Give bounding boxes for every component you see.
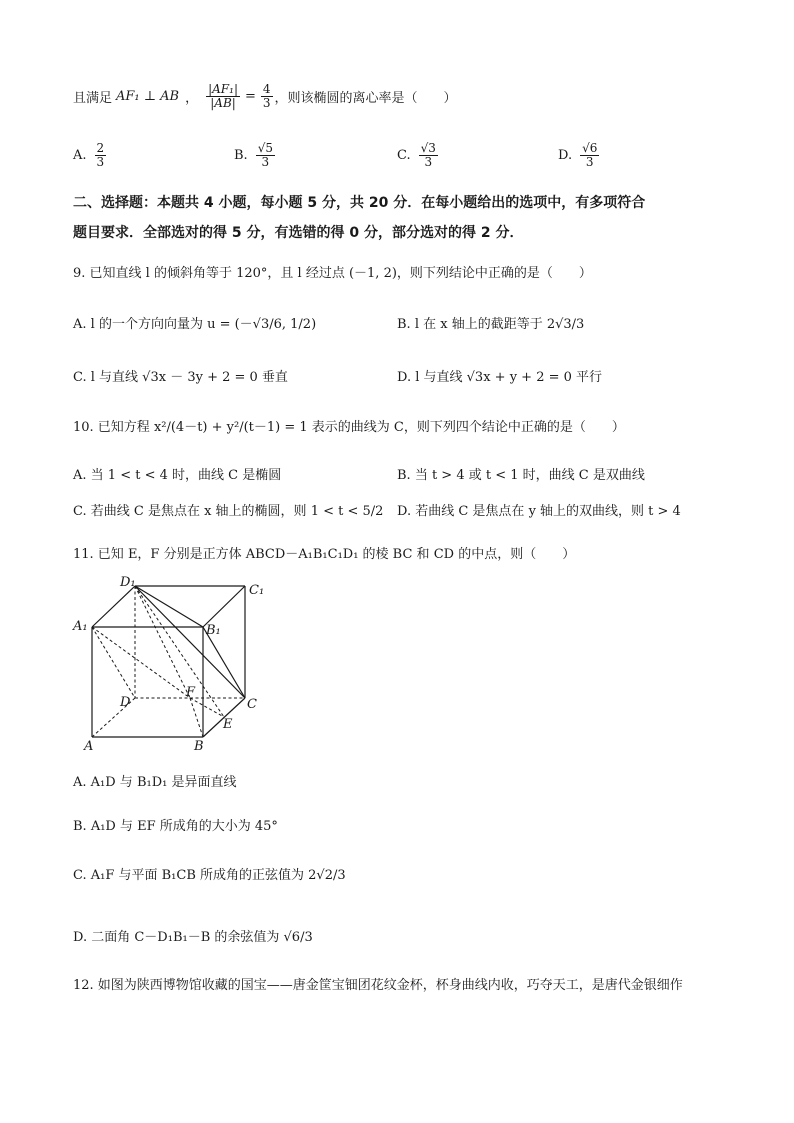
q8-stem — [73, 76, 457, 116]
q11-stem: 11. 已知 E，F 分别是正方体 ABCD－A₁B₁C₁D₁ 的棱 BC 和 CD 的中点，则（ ） — [73, 547, 576, 562]
seg-d1-e — [135, 586, 224, 717]
label-a1: A₁ — [73, 619, 88, 634]
q11-option-c[interactable]: C. A₁F 与平面 B₁CB 所成角的正弦值为 2√2/3 — [73, 868, 346, 883]
label-d1: D₁ — [120, 575, 136, 590]
q8-ratio: $\frac{\text{|AF₁|}}{|AB|}$ — [208, 81, 238, 110]
q8-sep: ， — [185, 90, 199, 106]
edge-a1-d1 — [92, 586, 135, 627]
label-f: F — [186, 685, 196, 700]
q11-option-d[interactable]: D. 二面角 C－D₁B₁－B 的余弦值为 √6/3 — [73, 930, 313, 945]
q9-option-c[interactable]: C. l 与直线 √3x － 3y + 2 = 0 垂直 — [73, 370, 288, 385]
q10-option-c[interactable]: C. 若曲线 C 是焦点在 x 轴上的椭圆，则 1 < t < 5/2 — [73, 504, 384, 519]
q8-option-a[interactable]: A. $\frac{2}{3}$ — [73, 140, 105, 169]
q8-option-d[interactable]: D. $\frac{√6}{3}$ — [558, 140, 598, 169]
label-e: E — [223, 717, 233, 732]
label-b: B — [194, 739, 204, 754]
q8-eq: = — [244, 88, 256, 104]
q8-option-b[interactable]: B. $\frac{√5}{3}$ — [234, 140, 273, 169]
label-c: C — [247, 697, 257, 712]
q8-ratio-value: $\frac{4}{3}$ — [262, 81, 271, 110]
q8-stem-b: ，则该椭圆的离心率是（ ） — [274, 90, 457, 106]
seg-a1-f — [92, 627, 190, 698]
q10-option-a[interactable]: A. 当 1 < t < 4 时，曲线 C 是椭圆 — [73, 468, 282, 483]
q10-option-b[interactable]: B. 当 t > 4 或 t < 1 时，曲线 C 是双曲线 — [397, 468, 645, 483]
q10-stem: 10. 已知方程 x²/(4－t) + y²/(t－1) = 1 表示的曲线为 C，则下列四个结论中正确的是（ ） — [73, 420, 625, 435]
q11-option-a[interactable]: A. A₁D 与 B₁D₁ 是异面直线 — [73, 775, 237, 790]
q8-option-c[interactable]: C. $\frac{√3}{3}$ — [397, 140, 436, 169]
label-c1: C₁ — [249, 583, 265, 598]
section-2-heading-line2: 题目要求．全部选对的得 5 分，有选错的得 0 分，部分选对的得 2 分． — [73, 225, 524, 241]
seg-a1-d — [92, 627, 135, 698]
q9-stem: 9. 已知直线 l 的倾斜角等于 120°，且 l 经过点 (－1, 2)，则下列结论中正确的是（ ） — [73, 266, 592, 281]
label-b1: B₁ — [206, 623, 221, 638]
q8-stem-a: 且满足 — [73, 90, 113, 106]
q9-option-d[interactable]: D. l 与直线 √3x + y + 2 = 0 平行 — [397, 370, 603, 385]
q10-option-d[interactable]: D. 若曲线 C 是焦点在 y 轴上的双曲线，则 t > 4 — [397, 504, 681, 519]
q9-option-b[interactable]: B. l 在 x 轴上的截距等于 2√3/3 — [397, 317, 585, 332]
cube-figure — [70, 570, 270, 755]
section-2-heading-line1: 二、选择题：本题共 4 小题，每小题 5 分，共 20 分．在每小题给出的选项中，有多项符合 — [73, 195, 646, 211]
edge-b1-c1 — [203, 586, 245, 627]
q11-option-b[interactable]: B. A₁D 与 EF 所成角的大小为 45° — [73, 819, 278, 834]
q9-option-a[interactable]: A. l 的一个方向向量为 u = (－√3/6, 1/2) — [73, 317, 317, 332]
q8-condition: AF₁ ⊥ AB — [116, 88, 180, 104]
label-a: A — [84, 739, 94, 754]
label-d: D — [120, 695, 131, 710]
q12-stem: 12. 如图为陕西博物馆收藏的国宝——唐金筐宝钿团花纹金杯，杯身曲线内收，巧夺天工，是唐代金银细作 — [73, 978, 683, 993]
